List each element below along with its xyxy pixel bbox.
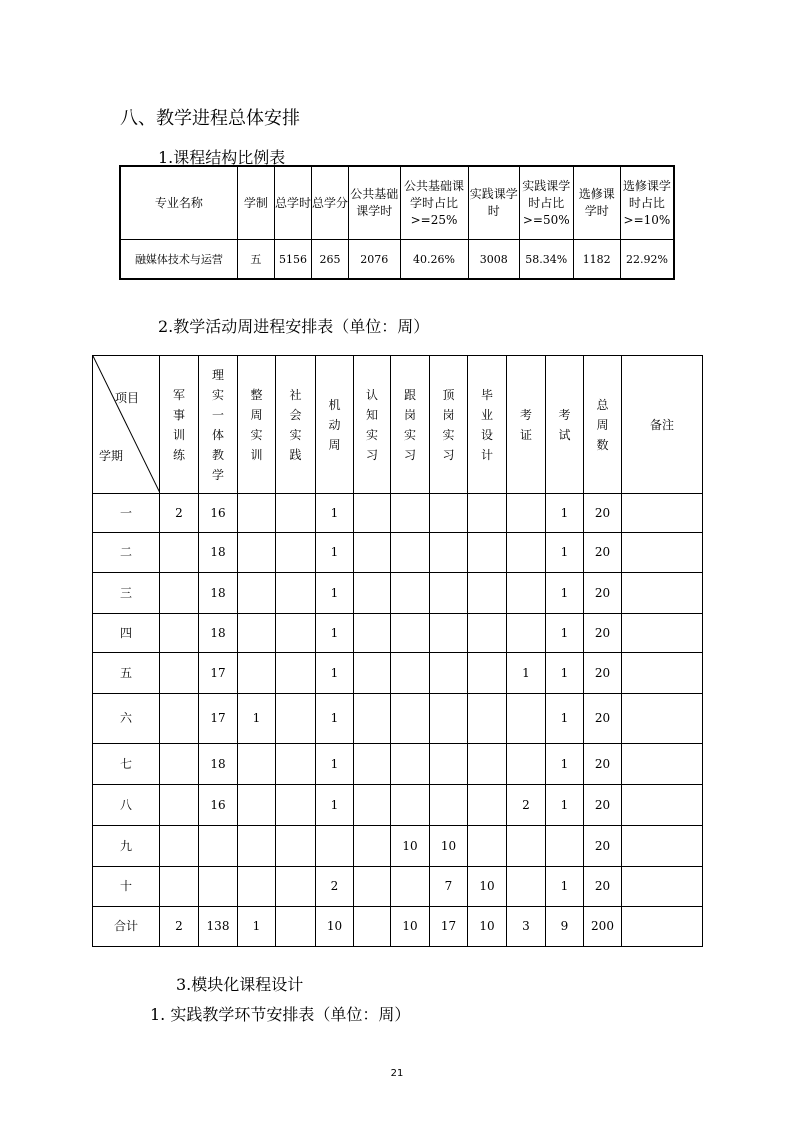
cell: 3 (507, 907, 546, 947)
cell: 20 (584, 653, 622, 694)
cell: 20 (584, 573, 622, 614)
cell: 1 (316, 785, 354, 826)
cell (160, 533, 199, 573)
cell: 10 (391, 907, 430, 947)
cell (622, 826, 703, 867)
cell (622, 744, 703, 785)
cell (430, 533, 468, 573)
cell (391, 573, 430, 614)
table-row (93, 573, 703, 614)
cell (430, 573, 468, 614)
cell: 1 (546, 744, 584, 785)
cell: 1 (546, 614, 584, 653)
cell (276, 694, 316, 744)
cell: 1 (316, 744, 354, 785)
term-cell: 六 (93, 694, 160, 744)
cell (622, 494, 703, 533)
header-cell: 选修课学时 (573, 166, 620, 240)
cell (238, 614, 276, 653)
cell (391, 785, 430, 826)
cell: 17 (199, 694, 238, 744)
cell: 2 (507, 785, 546, 826)
cell: 20 (584, 494, 622, 533)
cell (199, 867, 238, 907)
cell (391, 867, 430, 907)
cell: 1 (546, 494, 584, 533)
table-header-row (120, 166, 674, 240)
cell (199, 826, 238, 867)
cell (238, 653, 276, 694)
cell (468, 533, 507, 573)
header-cell: 理实一体教学 (199, 356, 238, 494)
header-cell: 总学分 (312, 166, 349, 240)
cell (238, 494, 276, 533)
cell: 16 (199, 785, 238, 826)
cell: 2076 (349, 240, 400, 280)
cell: 1 (546, 573, 584, 614)
cell: 1182 (573, 240, 620, 280)
cell (391, 694, 430, 744)
header-cell: 毕业设计 (468, 356, 507, 494)
subsection-title-structure: 1.课程结构比例表 (158, 148, 286, 167)
cell (354, 533, 391, 573)
table-row (93, 694, 703, 744)
cell: 2 (160, 494, 199, 533)
cell (160, 785, 199, 826)
cell: 1 (238, 694, 276, 744)
cell (238, 744, 276, 785)
term-cell: 八 (93, 785, 160, 826)
cell (354, 573, 391, 614)
cell (276, 907, 316, 947)
cell: 20 (584, 744, 622, 785)
cell (507, 867, 546, 907)
cell: 20 (584, 533, 622, 573)
cell (276, 744, 316, 785)
cell (622, 694, 703, 744)
cell (276, 785, 316, 826)
cell: 20 (584, 785, 622, 826)
cell: 10 (468, 907, 507, 947)
cell (391, 614, 430, 653)
cell: 16 (199, 494, 238, 533)
header-cell: 学制 (237, 166, 274, 240)
header-cell: 军事训练 (160, 356, 199, 494)
cell (354, 744, 391, 785)
cell: 五 (237, 240, 274, 280)
cell (238, 785, 276, 826)
cell (507, 744, 546, 785)
cell (468, 494, 507, 533)
header-cell: 实践课学时占比>=50% (519, 166, 573, 240)
cell: 1 (238, 907, 276, 947)
cell (276, 614, 316, 653)
cell (391, 653, 430, 694)
table-row (93, 494, 703, 533)
cell (507, 494, 546, 533)
page-number: 21 (390, 1068, 404, 1079)
cell (507, 573, 546, 614)
table-row (120, 240, 674, 280)
cell: 1 (316, 614, 354, 653)
term-cell: 七 (93, 744, 160, 785)
cell (238, 533, 276, 573)
cell (430, 614, 468, 653)
cell (507, 533, 546, 573)
term-cell: 四 (93, 614, 160, 653)
cell: 138 (199, 907, 238, 947)
cell: 1 (316, 653, 354, 694)
corner-label-term: 学期 (99, 449, 124, 463)
cell (622, 653, 703, 694)
table-row (93, 653, 703, 694)
cell: 1 (316, 494, 354, 533)
cell (160, 614, 199, 653)
cell (238, 867, 276, 907)
cell (546, 826, 584, 867)
cell: 9 (546, 907, 584, 947)
course-structure-table (119, 165, 675, 280)
cell (316, 826, 354, 867)
term-cell: 合计 (93, 907, 160, 947)
cell (430, 694, 468, 744)
cell (276, 494, 316, 533)
corner-label-item: 项目 (115, 391, 140, 405)
cell: 40.26% (400, 240, 468, 280)
cell: 10 (391, 826, 430, 867)
cell (391, 744, 430, 785)
header-cell: 认知实习 (354, 356, 391, 494)
header-cell: 公共基础课学时 (349, 166, 400, 240)
header-cell: 实践课学时 (468, 166, 519, 240)
cell (276, 826, 316, 867)
cell (276, 653, 316, 694)
cell: 20 (584, 694, 622, 744)
subsection-title-weeks: 2.教学活动周进程安排表（单位：周） (158, 317, 430, 336)
header-cell: 顶岗实习 (430, 356, 468, 494)
cell: 1 (546, 867, 584, 907)
cell: 17 (199, 653, 238, 694)
cell (354, 867, 391, 907)
cell: 1 (507, 653, 546, 694)
cell (276, 573, 316, 614)
header-cell: 考证 (507, 356, 546, 494)
cell: 1 (546, 533, 584, 573)
cell: 200 (584, 907, 622, 947)
cell (160, 826, 199, 867)
cell (622, 614, 703, 653)
weekly-schedule-table (92, 355, 703, 947)
cell: 5156 (274, 240, 311, 280)
cell: 20 (584, 826, 622, 867)
header-cell: 考试 (546, 356, 584, 494)
header-cell: 备注 (622, 356, 703, 494)
cell: 1 (316, 573, 354, 614)
table-row (93, 614, 703, 653)
cell (430, 744, 468, 785)
cell: 18 (199, 533, 238, 573)
table-row (93, 867, 703, 907)
cell (160, 867, 199, 907)
term-cell: 二 (93, 533, 160, 573)
table-header-row (93, 356, 703, 494)
cell (354, 494, 391, 533)
term-cell: 一 (93, 494, 160, 533)
term-cell: 五 (93, 653, 160, 694)
cell (468, 694, 507, 744)
cell: 7 (430, 867, 468, 907)
cell: 10 (468, 867, 507, 907)
cell (507, 614, 546, 653)
cell (622, 867, 703, 907)
cell (160, 653, 199, 694)
cell: 20 (584, 867, 622, 907)
cell (354, 907, 391, 947)
cell: 1 (316, 533, 354, 573)
header-cell: 总学时 (274, 166, 311, 240)
cell: 1 (546, 694, 584, 744)
table-row (93, 533, 703, 573)
cell (238, 826, 276, 867)
cell: 1 (316, 694, 354, 744)
header-cell: 总周数 (584, 356, 622, 494)
cell (468, 614, 507, 653)
cell (276, 533, 316, 573)
cell (354, 614, 391, 653)
cell (507, 694, 546, 744)
subsection-title-practice: 1. 实践教学环节安排表（单位：周） (150, 1005, 411, 1024)
term-cell: 三 (93, 573, 160, 614)
cell (622, 785, 703, 826)
cell (430, 653, 468, 694)
cell: 18 (199, 744, 238, 785)
cell (354, 826, 391, 867)
term-cell: 十 (93, 867, 160, 907)
cell: 10 (316, 907, 354, 947)
table-row (93, 907, 703, 947)
cell: 1 (546, 653, 584, 694)
table-row (93, 785, 703, 826)
header-cell: 跟岗实习 (391, 356, 430, 494)
cell: 2 (316, 867, 354, 907)
header-cell: 选修课学时占比>=10% (620, 166, 674, 240)
cell (468, 826, 507, 867)
header-cell: 公共基础课学时占比>=25% (400, 166, 468, 240)
cell (391, 533, 430, 573)
cell (238, 573, 276, 614)
header-cell: 机动周 (316, 356, 354, 494)
term-cell: 九 (93, 826, 160, 867)
cell: 17 (430, 907, 468, 947)
cell (430, 494, 468, 533)
cell: 融媒体技术与运营 (120, 240, 237, 280)
table-row (93, 744, 703, 785)
cell (160, 694, 199, 744)
cell (160, 573, 199, 614)
cell (354, 653, 391, 694)
section-title: 八、教学进程总体安排 (120, 108, 300, 129)
cell: 18 (199, 614, 238, 653)
subsection-title-modules: 3.模块化课程设计 (176, 975, 304, 994)
cell: 2 (160, 907, 199, 947)
cell: 22.92% (620, 240, 674, 280)
diagonal-line (93, 356, 160, 493)
header-cell: 整周实训 (238, 356, 276, 494)
header-cell: 社会实践 (276, 356, 316, 494)
cell (354, 694, 391, 744)
cell: 10 (430, 826, 468, 867)
diagonal-header-cell (93, 356, 160, 494)
header-cell: 专业名称 (120, 166, 237, 240)
cell (354, 785, 391, 826)
cell (430, 785, 468, 826)
cell (391, 494, 430, 533)
cell (622, 533, 703, 573)
cell (468, 573, 507, 614)
cell: 18 (199, 573, 238, 614)
cell: 265 (312, 240, 349, 280)
cell: 1 (546, 785, 584, 826)
cell: 3008 (468, 240, 519, 280)
cell (507, 826, 546, 867)
table-row (93, 826, 703, 867)
cell (622, 573, 703, 614)
cell (468, 785, 507, 826)
cell (468, 653, 507, 694)
cell (276, 867, 316, 907)
cell (622, 907, 703, 947)
cell (160, 744, 199, 785)
cell: 20 (584, 614, 622, 653)
cell (468, 744, 507, 785)
cell: 58.34% (519, 240, 573, 280)
